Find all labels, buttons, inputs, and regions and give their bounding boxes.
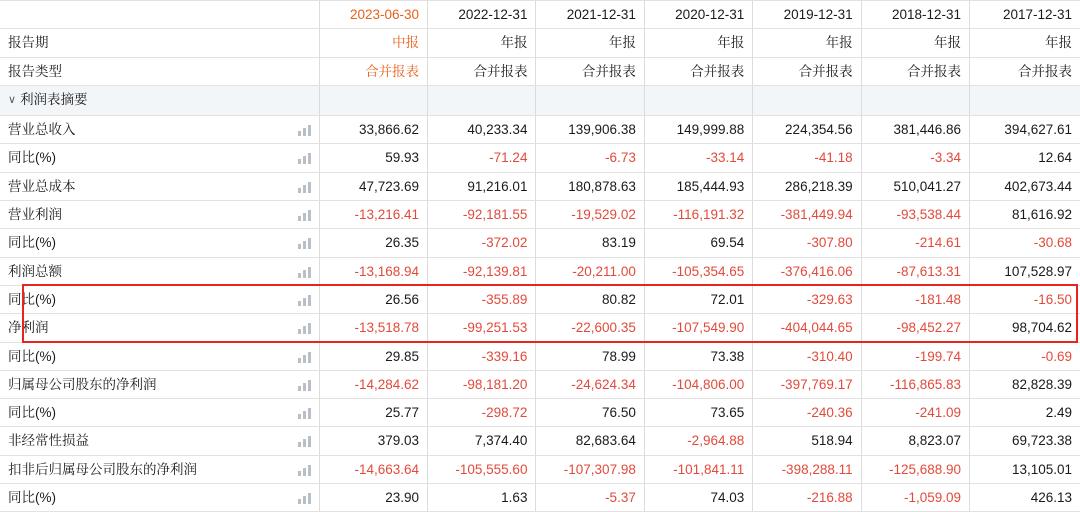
row-label: 营业总成本: [0, 172, 281, 200]
header-type-icon-cell: [281, 57, 319, 85]
cell-r6-c6: -16.50: [970, 285, 1080, 313]
row-header-label-type: 报告类型: [0, 57, 281, 85]
cell-r12-c3: -101,841.11: [644, 455, 752, 483]
cell-r8-c3: 73.38: [644, 342, 752, 370]
mini-bar-chart-icon[interactable]: [281, 285, 319, 313]
column-period-1: 年报: [428, 29, 536, 57]
cell-r4-c6: -30.68: [970, 229, 1080, 257]
cell-r10-c2: 76.50: [536, 399, 644, 427]
cell-r11-c5: 8,823.07: [861, 427, 969, 455]
table-row: [0, 201, 1080, 229]
cell-r12-c0: -14,663.64: [319, 455, 427, 483]
cell-r7-c0: -13,518.78: [319, 314, 427, 342]
cell-r1-c3: -33.14: [644, 144, 752, 172]
column-type-3: 合并报表: [644, 57, 752, 85]
cell-r11-c0: 379.03: [319, 427, 427, 455]
cell-r0-c0: 33,866.62: [319, 116, 427, 144]
cell-r3-c0: -13,216.41: [319, 201, 427, 229]
cell-r9-c6: 82,828.39: [970, 370, 1080, 398]
cell-r10-c6: 2.49: [970, 399, 1080, 427]
cell-r1-c2: -6.73: [536, 144, 644, 172]
cell-r1-c6: 12.64: [970, 144, 1080, 172]
table-row: [0, 172, 1080, 200]
header-row-period: [0, 29, 1080, 57]
column-date-2[interactable]: 2021-12-31: [536, 1, 644, 29]
column-type-2: 合并报表: [536, 57, 644, 85]
cell-r2-c3: 185,444.93: [644, 172, 752, 200]
mini-bar-chart-icon[interactable]: [281, 370, 319, 398]
table-header: [0, 1, 1080, 86]
mini-bar-chart-icon[interactable]: [281, 116, 319, 144]
column-date-6[interactable]: 2017-12-31: [970, 1, 1080, 29]
cell-r11-c2: 82,683.64: [536, 427, 644, 455]
cell-r11-c6: 69,723.38: [970, 427, 1080, 455]
cell-r13-c3: 74.03: [644, 484, 752, 512]
column-period-3: 年报: [644, 29, 752, 57]
cell-r7-c3: -107,549.90: [644, 314, 752, 342]
row-label: 归属母公司股东的净利润: [0, 370, 281, 398]
cell-r5-c1: -92,139.81: [428, 257, 536, 285]
cell-r12-c6: 13,105.01: [970, 455, 1080, 483]
row-label: 利润总额: [0, 257, 281, 285]
table-row: [0, 229, 1080, 257]
cell-r7-c5: -98,452.27: [861, 314, 969, 342]
section-header-cell[interactable]: [0, 85, 319, 115]
cell-r2-c6: 402,673.44: [970, 172, 1080, 200]
cell-r3-c5: -93,538.44: [861, 201, 969, 229]
cell-r2-c2: 180,878.63: [536, 172, 644, 200]
cell-r10-c4: -240.36: [753, 399, 861, 427]
table-row: [0, 342, 1080, 370]
row-label: 同比(%): [0, 342, 281, 370]
section-filler-3: [644, 85, 752, 115]
cell-r9-c4: -397,769.17: [753, 370, 861, 398]
cell-r9-c5: -116,865.83: [861, 370, 969, 398]
cell-r7-c1: -99,251.53: [428, 314, 536, 342]
column-type-5: 合并报表: [861, 57, 969, 85]
cell-r6-c2: 80.82: [536, 285, 644, 313]
cell-r4-c4: -307.80: [753, 229, 861, 257]
cell-r12-c2: -107,307.98: [536, 455, 644, 483]
cell-r13-c0: 23.90: [319, 484, 427, 512]
row-label: 同比(%): [0, 144, 281, 172]
cell-r10-c1: -298.72: [428, 399, 536, 427]
table-row: [0, 399, 1080, 427]
row-label: 营业利润: [0, 201, 281, 229]
cell-r4-c2: 83.19: [536, 229, 644, 257]
cell-r8-c6: -0.69: [970, 342, 1080, 370]
mini-bar-chart-icon[interactable]: [281, 229, 319, 257]
column-period-5: 年报: [861, 29, 969, 57]
table-row: [0, 484, 1080, 512]
cell-r1-c5: -3.34: [861, 144, 969, 172]
cell-r9-c1: -98,181.20: [428, 370, 536, 398]
table-row: [0, 314, 1080, 342]
mini-bar-chart-icon[interactable]: [281, 172, 319, 200]
cell-r8-c0: 29.85: [319, 342, 427, 370]
row-header-label-period: 报告期: [0, 29, 281, 57]
table-row: [0, 144, 1080, 172]
cell-r6-c1: -355.89: [428, 285, 536, 313]
column-date-5[interactable]: 2018-12-31: [861, 1, 969, 29]
cell-r12-c5: -125,688.90: [861, 455, 969, 483]
row-label: 营业总收入: [0, 116, 281, 144]
cell-r0-c2: 139,906.38: [536, 116, 644, 144]
column-date-4[interactable]: 2019-12-31: [753, 1, 861, 29]
row-label: 净利润: [0, 314, 281, 342]
cell-r12-c1: -105,555.60: [428, 455, 536, 483]
header-row-date: [0, 1, 1080, 29]
mini-bar-chart-icon[interactable]: [281, 484, 319, 512]
cell-r2-c1: 91,216.01: [428, 172, 536, 200]
cell-r4-c5: -214.61: [861, 229, 969, 257]
table-row: [0, 455, 1080, 483]
section-filler-4: [753, 85, 861, 115]
header-blank-topleft-icon: [281, 1, 319, 29]
cell-r4-c3: 69.54: [644, 229, 752, 257]
cell-r9-c2: -24,624.34: [536, 370, 644, 398]
cell-r5-c0: -13,168.94: [319, 257, 427, 285]
row-label: 同比(%): [0, 229, 281, 257]
cell-r9-c3: -104,806.00: [644, 370, 752, 398]
cell-r1-c4: -41.18: [753, 144, 861, 172]
column-type-1: 合并报表: [428, 57, 536, 85]
column-period-2: 年报: [536, 29, 644, 57]
cell-r12-c4: -398,288.11: [753, 455, 861, 483]
mini-bar-chart-icon[interactable]: [281, 342, 319, 370]
cell-r13-c5: -1,059.09: [861, 484, 969, 512]
section-filler-6: [970, 85, 1080, 115]
table-body: [0, 85, 1080, 511]
column-type-4: 合并报表: [753, 57, 861, 85]
column-date-1[interactable]: 2022-12-31: [428, 1, 536, 29]
mini-bar-chart-icon[interactable]: [281, 399, 319, 427]
cell-r6-c0: 26.56: [319, 285, 427, 313]
cell-r6-c3: 72.01: [644, 285, 752, 313]
cell-r5-c5: -87,613.31: [861, 257, 969, 285]
cell-r5-c4: -376,416.06: [753, 257, 861, 285]
cell-r0-c5: 381,446.86: [861, 116, 969, 144]
row-label: 同比(%): [0, 399, 281, 427]
mini-bar-chart-icon[interactable]: [281, 455, 319, 483]
cell-r6-c4: -329.63: [753, 285, 861, 313]
section-filler-0: [319, 85, 427, 115]
cell-r13-c6: 426.13: [970, 484, 1080, 512]
column-period-4: 年报: [753, 29, 861, 57]
row-label: 扣非后归属母公司股东的净利润: [0, 455, 281, 483]
cell-r3-c6: 81,616.92: [970, 201, 1080, 229]
cell-r5-c6: 107,528.97: [970, 257, 1080, 285]
cell-r3-c3: -116,191.32: [644, 201, 752, 229]
mini-bar-chart-icon[interactable]: [281, 257, 319, 285]
mini-bar-chart-icon[interactable]: [281, 144, 319, 172]
cell-r10-c5: -241.09: [861, 399, 969, 427]
row-label: 非经常性损益: [0, 427, 281, 455]
column-date-3[interactable]: 2020-12-31: [644, 1, 752, 29]
cell-r6-c5: -181.48: [861, 285, 969, 313]
cell-r2-c4: 286,218.39: [753, 172, 861, 200]
column-period-6: 年报: [970, 29, 1080, 57]
table-row: [0, 257, 1080, 285]
cell-r4-c0: 26.35: [319, 229, 427, 257]
column-date-0[interactable]: 2023-06-30: [319, 1, 427, 29]
cell-r3-c1: -92,181.55: [428, 201, 536, 229]
column-type-0: 合并报表: [319, 57, 427, 85]
cell-r3-c2: -19,529.02: [536, 201, 644, 229]
section-title: 利润表摘要: [20, 91, 88, 107]
header-period-icon-cell: [281, 29, 319, 57]
cell-r5-c2: -20,211.00: [536, 257, 644, 285]
section-filler-5: [861, 85, 969, 115]
cell-r7-c2: -22,600.35: [536, 314, 644, 342]
cell-r11-c4: 518.94: [753, 427, 861, 455]
cell-r8-c2: 78.99: [536, 342, 644, 370]
row-label: 同比(%): [0, 484, 281, 512]
header-blank-topleft: [0, 1, 281, 29]
cell-r11-c3: -2,964.88: [644, 427, 752, 455]
cell-r8-c5: -199.74: [861, 342, 969, 370]
header-row-type: [0, 57, 1080, 85]
cell-r13-c2: -5.37: [536, 484, 644, 512]
table-row: [0, 285, 1080, 313]
cell-r11-c1: 7,374.40: [428, 427, 536, 455]
cell-r8-c1: -339.16: [428, 342, 536, 370]
mini-bar-chart-icon[interactable]: [281, 427, 319, 455]
row-label: 同比(%): [0, 285, 281, 313]
cell-r9-c0: -14,284.62: [319, 370, 427, 398]
cell-r8-c4: -310.40: [753, 342, 861, 370]
column-type-6: 合并报表: [970, 57, 1080, 85]
cell-r7-c4: -404,044.65: [753, 314, 861, 342]
cell-r1-c1: -71.24: [428, 144, 536, 172]
cell-r7-c6: 98,704.62: [970, 314, 1080, 342]
cell-r0-c6: 394,627.61: [970, 116, 1080, 144]
cell-r0-c3: 149,999.88: [644, 116, 752, 144]
section-row-income-summary[interactable]: [0, 85, 1080, 115]
cell-r10-c0: 25.77: [319, 399, 427, 427]
table-row: [0, 116, 1080, 144]
cell-r10-c3: 73.65: [644, 399, 752, 427]
table-row: [0, 370, 1080, 398]
mini-bar-chart-icon[interactable]: [281, 201, 319, 229]
cell-r3-c4: -381,449.94: [753, 201, 861, 229]
cell-r2-c5: 510,041.27: [861, 172, 969, 200]
cell-r4-c1: -372.02: [428, 229, 536, 257]
cell-r0-c4: 224,354.56: [753, 116, 861, 144]
column-period-0: 中报: [319, 29, 427, 57]
cell-r2-c0: 47,723.69: [319, 172, 427, 200]
cell-r1-c0: 59.93: [319, 144, 427, 172]
chevron-down-icon[interactable]: ∨: [8, 93, 17, 106]
section-filler-1: [428, 85, 536, 115]
cell-r13-c1: 1.63: [428, 484, 536, 512]
cell-r0-c1: 40,233.34: [428, 116, 536, 144]
section-filler-2: [536, 85, 644, 115]
cell-r5-c3: -105,354.65: [644, 257, 752, 285]
cell-r13-c4: -216.88: [753, 484, 861, 512]
table-row: [0, 427, 1080, 455]
mini-bar-chart-icon[interactable]: [281, 314, 319, 342]
